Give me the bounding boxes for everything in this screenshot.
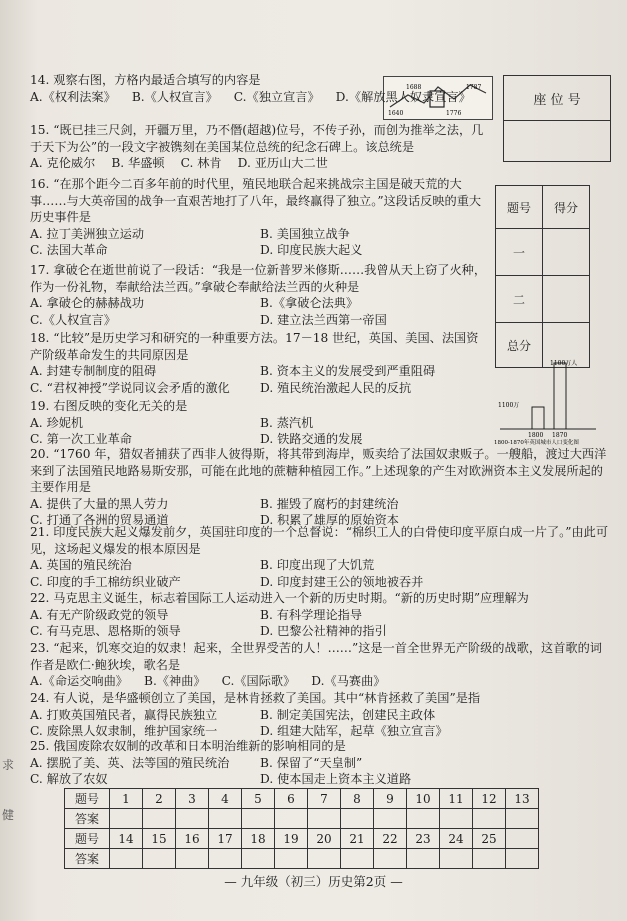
grid-num: 21 — [341, 829, 374, 849]
grid-num: 13 — [506, 789, 539, 809]
grid-num — [506, 829, 539, 849]
q24-c: C. 废除黑人奴隶制，维护国家统一 — [30, 724, 218, 738]
q25-b: B. 保留了“天皇制” — [260, 755, 363, 770]
row-two: 二 — [496, 276, 543, 323]
grid-num: 18 — [242, 829, 275, 849]
q21-a: A. 英国的殖民统治 — [30, 558, 132, 572]
q20-b: B. 摧毁了腐朽的封建统治 — [260, 496, 399, 511]
tl-3: 1776 — [446, 110, 462, 117]
question-20 — [30, 446, 610, 529]
page-footer: — 九年级（初三）历史第2页 — — [224, 874, 403, 889]
q25-d: D. 使本国走上资本主义道路 — [260, 772, 412, 786]
q17-d: D. 建立法兰西第一帝国 — [260, 312, 387, 327]
q17-stem: 17. 拿破仑在逝世前说了一段话：“我是一位新普罗米修斯……我曾从天上窃了火种，作为一份礼物，奉献给法兰西。”拿破仑奉献给法兰西的火种是 — [30, 263, 487, 294]
bar-1800 — [532, 407, 544, 429]
q21-stem: 21. 印度民族大起义爆发前夕，英国驻印度的一个总督说：“棉织工人的白骨使印度平原白成一片了。”由此可见，这场起义爆发的根本原因是 — [30, 525, 609, 556]
q14-c: C.《独立宣言》 — [233, 89, 320, 104]
bar-caption: 1800-1870年英国城市人口变化图 — [494, 440, 579, 445]
q24-a: A. 打败英国殖民者，赢得民族独立 — [30, 707, 218, 722]
q19-d: D. 铁路交通的发展 — [260, 432, 363, 446]
grid-num: 19 — [275, 829, 308, 849]
q15-b: B. 华盛顿 — [111, 156, 165, 170]
grid-num: 14 — [110, 829, 143, 849]
edge-char-2: 健 — [2, 808, 15, 822]
grid-num: 8 — [341, 789, 374, 809]
q18-b: B. 资本主义的发展受到严重阻碍 — [260, 364, 436, 378]
q22-a: A. 有无产阶级政党的领导 — [30, 607, 169, 622]
question-25 — [30, 738, 610, 788]
q16-a: A. 拉丁美洲独立运动 — [30, 226, 145, 241]
q25-c: C. 解放了农奴 — [30, 772, 108, 786]
seat-number-box — [503, 75, 611, 162]
grid-num: 6 — [275, 789, 308, 809]
bar-val-2: 1100万人 — [550, 360, 578, 367]
q16-stem: 16. “在那个距今二百多年前的时代里，殖民地联合起来挑战宗主国是破天荒的大事……与大英帝国的战争一直艰苦地打了八年，最终赢得了独立。”这段话反映的重大历史事件是 — [30, 177, 482, 224]
question-16 — [30, 176, 490, 259]
q22-b: B. 有科学理论指导 — [260, 607, 363, 622]
q22-c: C. 有马克思、恩格斯的领导 — [30, 624, 181, 638]
q23-b: B.《神曲》 — [144, 674, 206, 688]
q22-d: D. 巴黎公社精神的指引 — [260, 624, 387, 638]
q19-a: A. 珍妮机 — [30, 415, 84, 430]
q24-d: D. 组建大陆军，起草《独立宣言》 — [260, 724, 448, 738]
grid-num: 24 — [440, 829, 473, 849]
grid-num: 12 — [473, 789, 506, 809]
question-21 — [30, 524, 610, 590]
bar-val-1: 1100万 — [498, 402, 520, 409]
answer-row-2[interactable] — [65, 849, 539, 869]
grid-num: 7 — [308, 789, 341, 809]
bar-x2: 1870 — [552, 432, 568, 439]
bar-x1: 1800 — [528, 432, 544, 439]
question-24 — [30, 690, 610, 740]
q18-a: A. 封建专制制度的阻碍 — [30, 364, 157, 378]
answer-header-row-2 — [65, 829, 539, 849]
q14-b: B.《人权宣言》 — [131, 89, 218, 104]
q21-d: D. 印度封建王公的领地被吞并 — [260, 574, 424, 589]
grid-row-label: 题号 — [65, 789, 110, 809]
grid-num: 2 — [143, 789, 176, 809]
q21-c: C. 印度的手工棉纺织业破产 — [30, 574, 181, 589]
grid-num: 16 — [176, 829, 209, 849]
edge-char-1: 求 — [2, 758, 15, 772]
answer-grid — [64, 788, 539, 869]
grid-num: 15 — [143, 829, 176, 849]
question-15 — [30, 122, 490, 172]
grid-num: 1 — [110, 789, 143, 809]
answer-header-row-1 — [65, 789, 539, 809]
grid-num: 5 — [242, 789, 275, 809]
grid-ans-label: 答案 — [65, 849, 110, 869]
question-22 — [30, 590, 610, 640]
q16-c: C. 法国大革命 — [30, 243, 108, 257]
question-19 — [30, 398, 490, 448]
row-one: 一 — [496, 229, 543, 276]
grid-num: 9 — [374, 789, 407, 809]
q20-c: C. 打通了各洲的贸易通道 — [30, 513, 169, 527]
q18-c: C. “君权神授”学说同议会矛盾的激化 — [30, 380, 230, 395]
question-18 — [30, 330, 490, 396]
q16-d: D. 印度民族大起义 — [260, 243, 363, 257]
question-23 — [30, 640, 610, 690]
q23-stem: 23. “起来，饥寒交迫的奴隶！起来，全世界受苦的人！……”这是一首全世界无产阶级的战歌，这首歌的词作者是欧仁·鲍狄埃，歌名是 — [30, 641, 602, 672]
q18-d: D. 殖民统治激起人民的反抗 — [260, 380, 412, 395]
grid-ans-label: 答案 — [65, 809, 110, 829]
q15-c: C. 林肯 — [180, 156, 222, 170]
q23-d: D.《马赛曲》 — [311, 674, 386, 688]
tihao-label: 题号 — [496, 186, 543, 229]
defen-label: 得分 — [543, 186, 590, 229]
q14-stem: 14. 观察右图，方格内最适合填写的内容是 — [30, 73, 261, 87]
grid-num: 3 — [176, 789, 209, 809]
q19-stem: 19. 右图反映的变化无关的是 — [30, 399, 188, 413]
grid-row-label: 题号 — [65, 829, 110, 849]
q19-b: B. 蒸汽机 — [260, 415, 314, 430]
q25-stem: 25. 俄国废除农奴制的改革和日本明治维新的影响相同的是 — [30, 739, 346, 753]
seat-label: 座 位 号 — [504, 76, 611, 121]
answer-row-1[interactable] — [65, 809, 539, 829]
grid-num: 10 — [407, 789, 440, 809]
grid-num: 25 — [473, 829, 506, 849]
q14-a: A.《权利法案》 — [30, 89, 116, 104]
q17-c: C.《人权宣言》 — [30, 312, 116, 327]
q15-a: A. 克伦威尔 — [30, 156, 96, 170]
tl-4: 1787 — [466, 84, 482, 91]
q24-stem: 24. 有人说，是华盛顿创立了美国，是林肯拯救了美国。其中“林肯拯救了美国”是指 — [30, 691, 481, 705]
grid-num: 23 — [407, 829, 440, 849]
grid-num: 20 — [308, 829, 341, 849]
total-label: 总分 — [496, 323, 543, 368]
question-17 — [30, 262, 490, 328]
grid-num: 4 — [209, 789, 242, 809]
score-table — [495, 185, 590, 368]
q17-b: B.《拿破仑法典》 — [260, 296, 359, 310]
grid-num: 22 — [374, 829, 407, 849]
q19-bar-chart — [492, 357, 602, 445]
q14-d: D.《解放黑人奴隶宣言》 — [335, 89, 471, 104]
tl-1: 1640 — [388, 110, 404, 117]
grid-num: 17 — [209, 829, 242, 849]
q21-b: B. 印度出现了大饥荒 — [260, 558, 375, 572]
q19-c: C. 第一次工业革命 — [30, 432, 132, 446]
q22-stem: 22. 马克思主义诞生，标志着国际工人运动进入一个新的历史时期。“新的历史时期”应理解为 — [30, 591, 529, 605]
q15-d: D. 亚历山大二世 — [237, 156, 328, 170]
q23-a: A.《命运交响曲》 — [30, 674, 128, 688]
q18-stem: 18. “比较”是历史学习和研究的一种重要方法。17－18 世纪，英国、美国、法国资产阶级革命发生的共同原因是 — [30, 331, 479, 362]
question-14 — [30, 72, 490, 105]
q20-d: D. 积累了雄厚的原始资本 — [260, 513, 399, 527]
bar-1870 — [554, 363, 566, 429]
tl-2: 1688 — [406, 84, 422, 91]
q25-a: A. 摆脱了美、英、法等国的殖民统治 — [30, 755, 230, 770]
grid-num: 11 — [440, 789, 473, 809]
q17-a: A. 拿破仑的赫赫战功 — [30, 296, 145, 310]
q23-c: C.《国际歌》 — [221, 674, 296, 688]
q20-a: A. 提供了大量的黑人劳力 — [30, 496, 169, 511]
q16-b: B. 美国独立战争 — [260, 226, 350, 241]
q20-stem: 20. “1760 年，猎奴者捕获了西非人彼得斯，将其带到海岸，贩卖给了法国奴隶贩子。一艘船，渡过大西洋来到了法国殖民地路易斯安那，可能在此地的蔗糖种植园工作。”上述现象的产生对欧洲资本主义发展所起的主要作用是 — [30, 447, 607, 494]
q15-stem: 15. “既已挂三尺剑，开疆万里，乃不僭(超越)位号，不传子孙，而创为推举之法，几于天下为公”的一段文字被镌刻在美国某位总统的纪念石碑上。该总统是 — [30, 123, 484, 154]
q24-b: B. 制定美国宪法，创建民主政体 — [260, 707, 436, 722]
